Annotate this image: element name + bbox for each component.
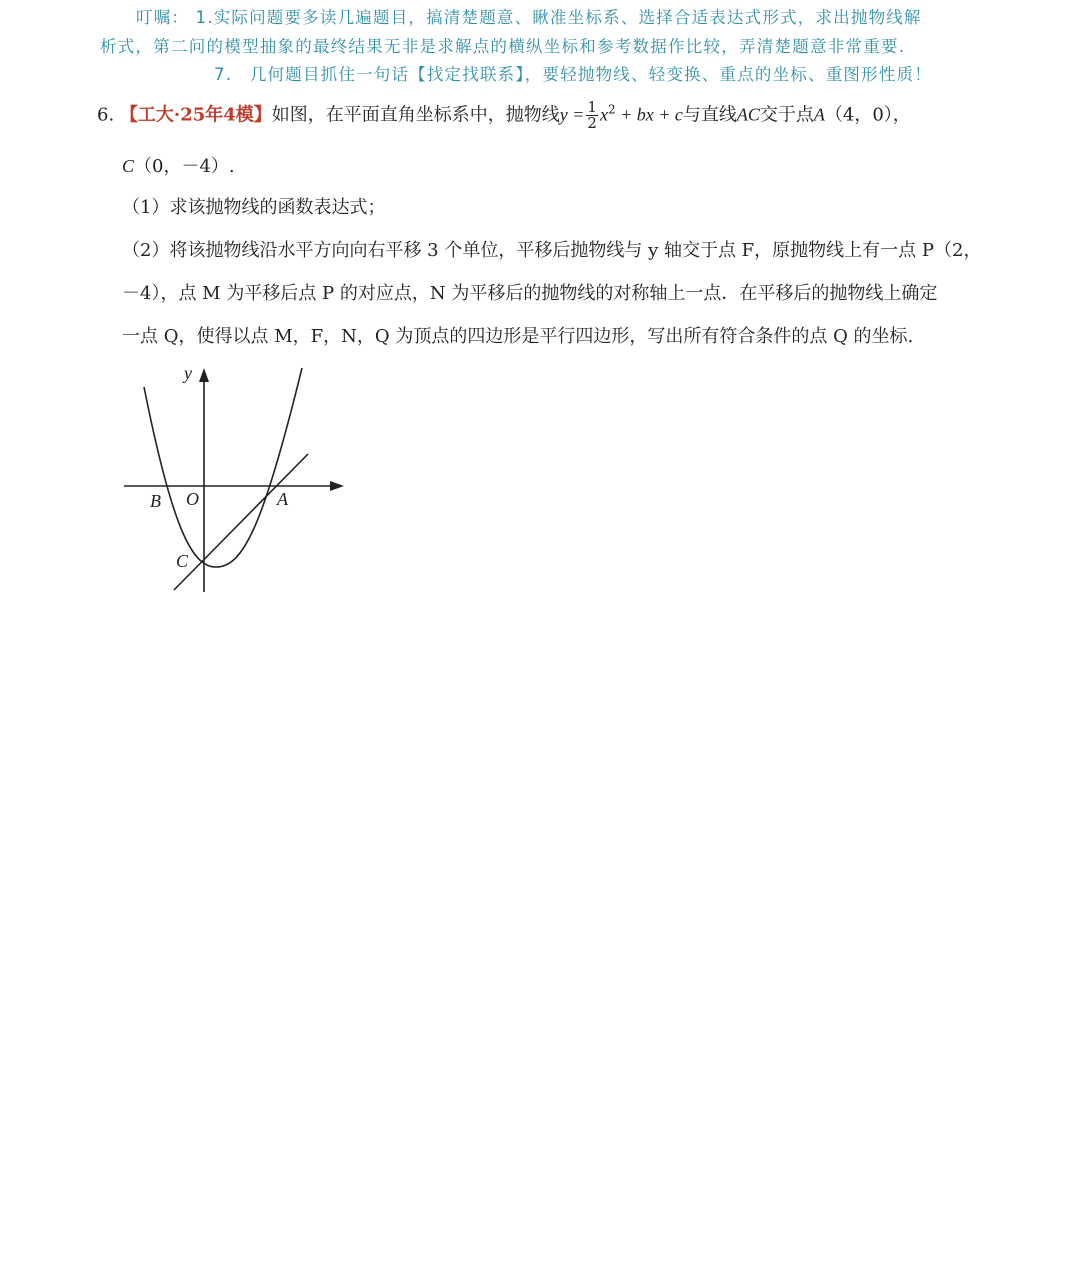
equation-exponent: 2 — [607, 102, 616, 117]
problem-source-tag: 【工大·25年4模】 — [119, 104, 272, 126]
intersect-text: 交于点 — [759, 104, 814, 126]
part-2-line-1: （2）将该抛物线沿水平方向向右平移 3 个单位，平移后抛物线与 y 轴交于点 F，原抛物线上有一点 P（2， — [122, 240, 982, 261]
label-o: O — [186, 489, 199, 509]
equation-fraction — [586, 100, 598, 131]
label-a: A — [277, 489, 288, 509]
equation-rest: + bx + c — [615, 104, 683, 125]
label-c: C — [176, 551, 189, 571]
point-a: A — [813, 104, 825, 125]
part-2-line-2: －4），点 M 为平移后点 P 的对应点，N 为平移后的抛物线的对称轴上一点．在平移后的抛物线上确定 — [122, 283, 938, 304]
label-b: B — [150, 491, 161, 511]
y-axis-arrow — [199, 368, 209, 382]
parabola-curve — [144, 368, 302, 567]
part-2-line-3: 一点 Q，使得以点 M，F，N，Q 为顶点的四边形是平行四边形，写出所有符合条件的点 Q 的坐标. — [122, 326, 914, 347]
part-1: （1）求该抛物线的函数表达式； — [122, 197, 386, 218]
point-c-coord: （0，－4）. — [134, 156, 235, 177]
fraction-numerator: 1 — [587, 98, 597, 116]
problem-intro: 如图，在平面直角坐标系中，抛物线 — [271, 104, 560, 126]
problem-statement-line-2 — [122, 152, 235, 178]
coordinate-figure — [118, 362, 350, 594]
label-y: y — [184, 363, 192, 383]
x-axis-arrow — [330, 481, 344, 491]
fraction-denominator: 2 — [587, 114, 597, 132]
reminder-line-2: 析式，第二问的模型抽象的最终结果无非是求解点的横纵坐标和参考数据作比较，弄清楚题意非常重要. — [100, 37, 906, 56]
problem-statement-line-1 — [97, 100, 911, 131]
line-ac: AC — [736, 104, 760, 125]
after-equation: 与直线 — [682, 104, 737, 126]
equation-x: x — [599, 104, 608, 125]
problem-number: 6. — [97, 104, 115, 126]
reminder-line-1: 叮嘱： 1.实际问题要多读几遍题目，搞清楚题意、瞅准坐标系、选择合适表达式形式，求出抛物线解 — [136, 8, 922, 27]
line-ac — [174, 454, 308, 590]
point-a-coord: （4，0）， — [824, 104, 911, 126]
point-c: C — [122, 156, 135, 176]
equation-y: y = — [559, 104, 585, 125]
reminder-line-3: 7. 几何题目抓住一句话【找定找联系】，要轻抛物线、轻变换、重点的坐标、重图形性质！ — [214, 65, 932, 84]
